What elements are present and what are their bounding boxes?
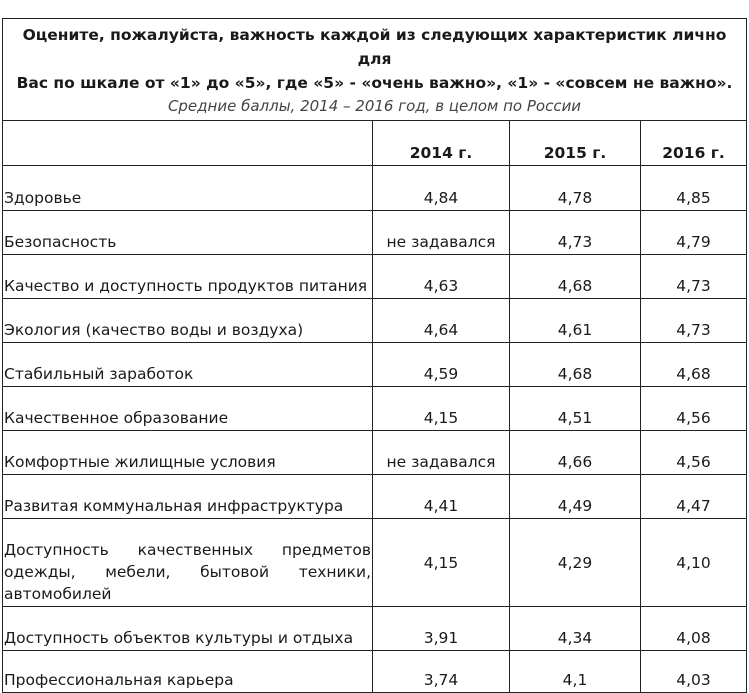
cell-2016: 4,03 <box>641 651 747 693</box>
cell-2014: не задавался <box>373 211 510 255</box>
title-row <box>3 19 747 121</box>
cell-2016: 4,47 <box>641 475 747 519</box>
table-row <box>3 166 747 211</box>
cell-2016: 4,79 <box>641 211 747 255</box>
cell-2015: 4,68 <box>510 255 641 299</box>
row-label: Безопасность <box>3 211 373 255</box>
row-label: Качество и доступность продуктов питания <box>3 255 373 299</box>
cell-2014: 4,41 <box>373 475 510 519</box>
cell-2014: 3,91 <box>373 607 510 651</box>
cell-2016: 4,85 <box>641 166 747 211</box>
cell-2016: 4,73 <box>641 255 747 299</box>
cell-2016: 4,56 <box>641 431 747 475</box>
importance-table <box>2 18 747 693</box>
row-label: Здоровье <box>3 166 373 211</box>
cell-2014: 4,15 <box>373 387 510 431</box>
table-row <box>3 607 747 651</box>
cell-2014: 4,84 <box>373 166 510 211</box>
table-row <box>3 299 747 343</box>
table-title-cell <box>3 19 747 121</box>
table-row <box>3 343 747 387</box>
cell-2016: 4,56 <box>641 387 747 431</box>
header-cell-2016: 2016 г. <box>641 121 747 166</box>
cell-2014: 4,63 <box>373 255 510 299</box>
cell-2016: 4,08 <box>641 607 747 651</box>
cell-2015: 4,61 <box>510 299 641 343</box>
table-row <box>3 387 747 431</box>
cell-2015: 4,78 <box>510 166 641 211</box>
row-label: Качественное образование <box>3 387 373 431</box>
table-row <box>3 211 747 255</box>
header-cell-label <box>3 121 373 166</box>
cell-2015: 4,73 <box>510 211 641 255</box>
cell-2014: 4,59 <box>373 343 510 387</box>
table-row <box>3 475 747 519</box>
cell-2015: 4,68 <box>510 343 641 387</box>
row-label: Развитая коммунальная инфраструктура <box>3 475 373 519</box>
row-label: Доступность объектов культуры и отдыха <box>3 607 373 651</box>
row-label: Профессиональная карьера <box>3 651 373 693</box>
cell-2016: 4,68 <box>641 343 747 387</box>
table-title-line-2: Вас по шкале от «1» до «5», где «5» - «очень важно», «1» - «совсем не важно». <box>16 74 733 92</box>
table-title-line-1: Оцените, пожалуйста, важность каждой из следующих характеристик лично для <box>22 26 727 68</box>
cell-2014: 4,15 <box>373 519 510 607</box>
table-subtitle: Средние баллы, 2014 – 2016 год, в целом по России <box>167 97 582 115</box>
row-label: Доступность качественных предметов одежды, мебели, бытовой техники, автомобилей <box>3 519 373 607</box>
table-row <box>3 255 747 299</box>
row-label: Экология (качество воды и воздуха) <box>3 299 373 343</box>
cell-2014: не задавался <box>373 431 510 475</box>
cell-2014: 3,74 <box>373 651 510 693</box>
cell-2016: 4,10 <box>641 519 747 607</box>
cell-2016: 4,73 <box>641 299 747 343</box>
cell-2015: 4,66 <box>510 431 641 475</box>
cell-2015: 4,34 <box>510 607 641 651</box>
row-label: Комфортные жилищные условия <box>3 431 373 475</box>
cell-2015: 4,51 <box>510 387 641 431</box>
cell-2014: 4,64 <box>373 299 510 343</box>
cell-2015: 4,1 <box>510 651 641 693</box>
table-row <box>3 431 747 475</box>
row-label: Стабильный заработок <box>3 343 373 387</box>
header-cell-2015: 2015 г. <box>510 121 641 166</box>
header-row <box>3 121 747 166</box>
table-row <box>3 519 747 607</box>
cell-2015: 4,29 <box>510 519 641 607</box>
header-cell-2014: 2014 г. <box>373 121 510 166</box>
cell-2015: 4,49 <box>510 475 641 519</box>
